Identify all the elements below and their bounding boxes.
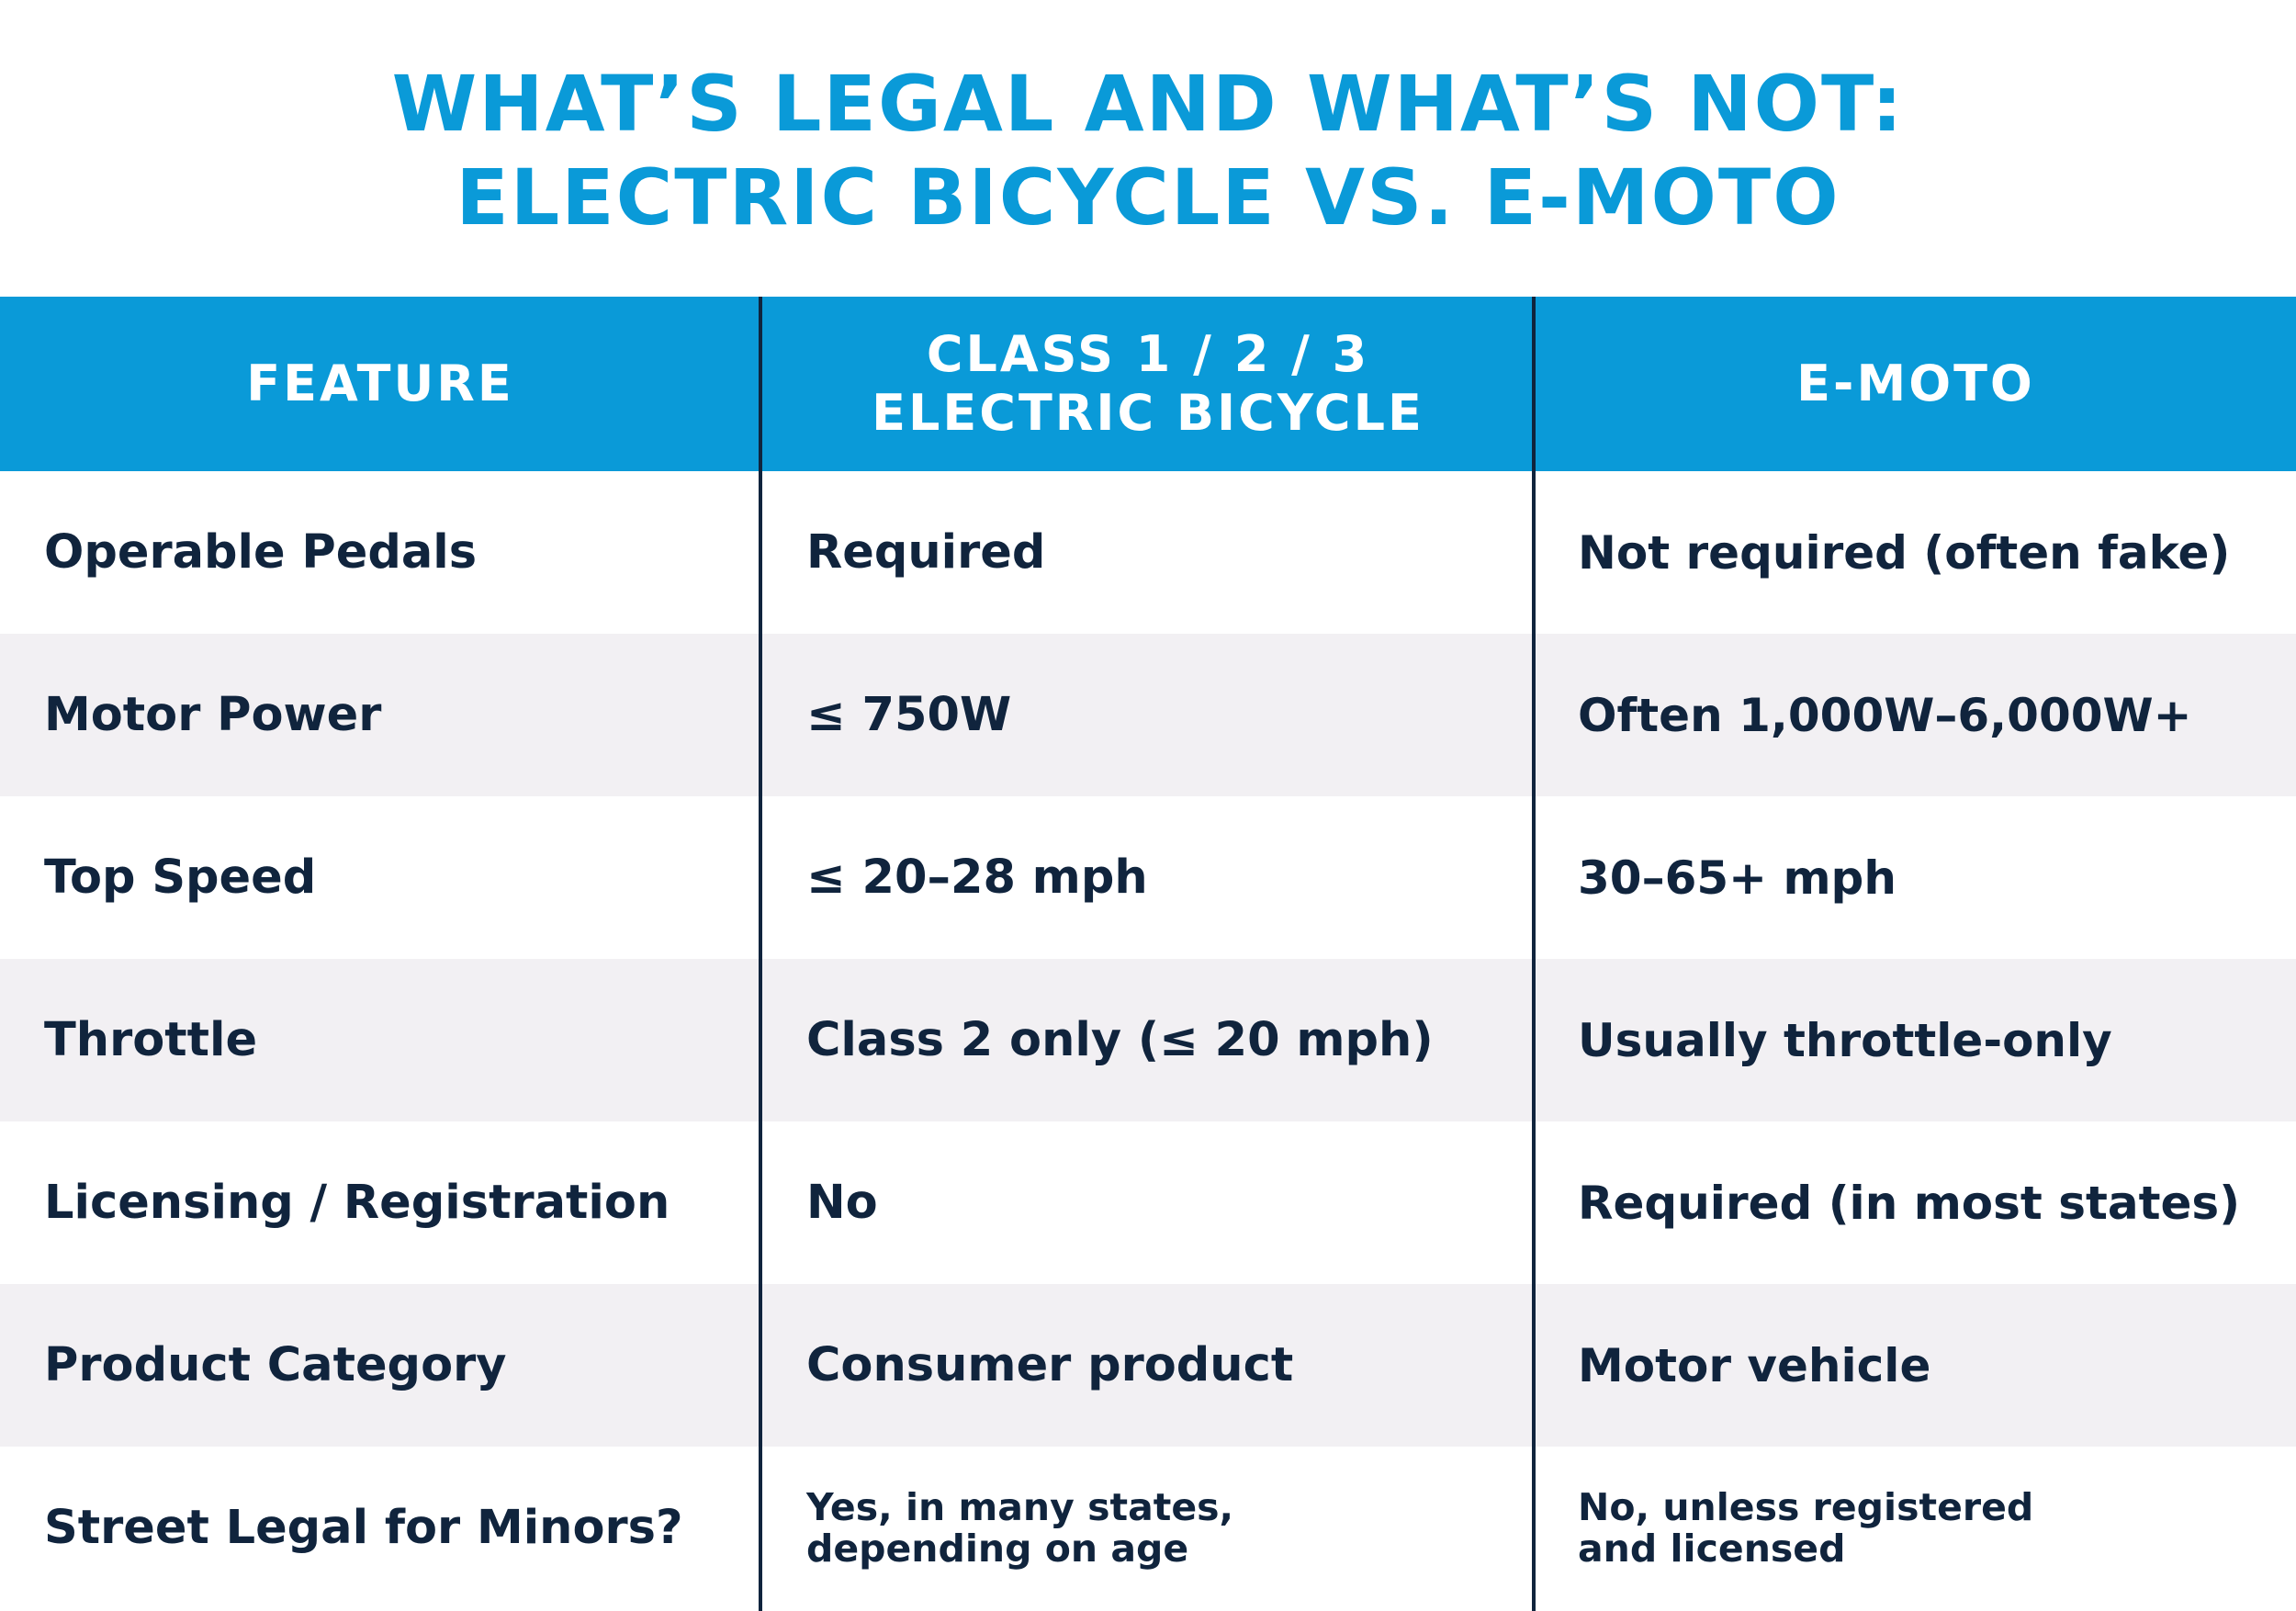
feature-cell: Top Speed bbox=[44, 850, 317, 905]
ebike-cell: ≤ 20–28 mph bbox=[806, 850, 1148, 905]
table-header-row bbox=[0, 297, 2296, 471]
header-feature bbox=[0, 297, 760, 471]
ebike-cell bbox=[806, 1447, 1523, 1609]
header-ebike-line-2: ELECTRIC BICYCLE bbox=[872, 384, 1424, 442]
emoto-cell: Often 1,000W–6,000W+ bbox=[1578, 688, 2192, 742]
ebike-cell: No bbox=[806, 1175, 878, 1230]
ebike-cell: Required bbox=[806, 524, 1046, 580]
emoto-cell: Required (in most states) bbox=[1578, 1176, 2241, 1230]
table-row bbox=[0, 796, 2296, 959]
page-title bbox=[0, 57, 2296, 244]
emoto-cell-line-2: and licensed bbox=[1578, 1526, 1846, 1571]
ebike-cell: Consumer product bbox=[806, 1337, 1294, 1392]
ebike-cell: ≤ 750W bbox=[806, 687, 1012, 742]
ebike-cell-line-2: depending on age bbox=[806, 1526, 1189, 1571]
title-line-2: ELECTRIC BICYCLE VS. E-MOTO bbox=[456, 152, 1840, 242]
header-electric-bicycle bbox=[762, 297, 1534, 471]
ebike-cell-line-1: Yes, in many states, bbox=[806, 1484, 1234, 1529]
feature-cell: Licensing / Registration bbox=[44, 1175, 670, 1230]
emoto-cell: 30–65+ mph bbox=[1578, 851, 1896, 905]
emoto-cell: Usually throttle-only bbox=[1578, 1013, 2112, 1067]
header-ebike-line-1: CLASS 1 / 2 / 3 bbox=[926, 325, 1370, 383]
header-e-moto bbox=[1536, 297, 2296, 471]
feature-cell: Motor Power bbox=[44, 687, 382, 742]
table-row bbox=[0, 959, 2296, 1121]
emoto-cell-line-1: No, unless registered bbox=[1578, 1484, 2034, 1529]
feature-cell: Street Legal for Minors? bbox=[44, 1500, 683, 1555]
table-row bbox=[0, 471, 2296, 634]
feature-cell: Operable Pedals bbox=[44, 524, 478, 580]
column-divider bbox=[759, 297, 762, 1611]
feature-cell: Throttle bbox=[44, 1012, 258, 1067]
table-row bbox=[0, 1121, 2296, 1284]
comparison-table bbox=[0, 297, 2296, 1611]
table-row bbox=[0, 1447, 2296, 1609]
column-divider bbox=[1532, 297, 1536, 1611]
feature-cell: Product Category bbox=[44, 1337, 507, 1392]
table-row bbox=[0, 634, 2296, 796]
header-feature-label: FEATURE bbox=[246, 355, 514, 412]
ebike-cell: Class 2 only (≤ 20 mph) bbox=[806, 1012, 1434, 1067]
table-row bbox=[0, 1284, 2296, 1447]
title-line-1: WHAT’S LEGAL AND WHAT’S NOT: bbox=[391, 59, 1905, 149]
emoto-cell bbox=[1578, 1447, 2290, 1609]
emoto-cell: Motor vehicle bbox=[1578, 1338, 1931, 1392]
header-emoto-label: E-MOTO bbox=[1796, 355, 2035, 412]
emoto-cell: Not required (often fake) bbox=[1578, 525, 2231, 580]
